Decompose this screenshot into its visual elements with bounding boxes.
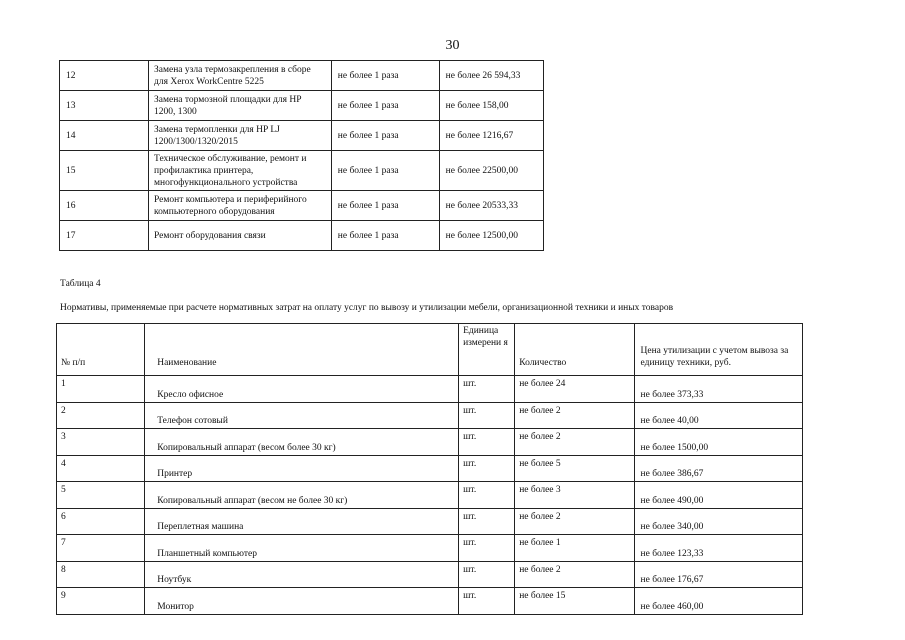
- item-price: не более 40,00: [634, 402, 802, 429]
- service-name: Замена тормозной площадки для HP 1200, 1300: [149, 91, 332, 121]
- table-row: [57, 561, 803, 588]
- header-number: № п/п: [57, 324, 145, 376]
- item-unit: шт.: [459, 535, 515, 562]
- row-number: 9: [57, 588, 145, 615]
- service-price: не более 26 594,33: [439, 61, 543, 91]
- row-number: 14: [60, 121, 149, 151]
- item-price: не более 460,00: [634, 588, 802, 615]
- table-row: [60, 151, 544, 191]
- table-row: [57, 535, 803, 562]
- item-quantity: не более 24: [515, 376, 634, 403]
- service-frequency: не более 1 раза: [331, 61, 439, 91]
- item-unit: шт.: [459, 561, 515, 588]
- service-name: Ремонт компьютера и периферийного компьютерного оборудования: [149, 191, 332, 221]
- table-row: [60, 91, 544, 121]
- item-unit: шт.: [459, 376, 515, 403]
- item-unit: шт.: [459, 508, 515, 535]
- row-number: 5: [57, 482, 145, 509]
- row-number: 17: [60, 221, 149, 251]
- service-name: Техническое обслуживание, ремонт и профилактика принтера, многофункционального устройства: [149, 151, 332, 191]
- row-number: 8: [57, 561, 145, 588]
- table-header-row: [57, 324, 803, 376]
- header-quantity: Количество: [515, 324, 634, 376]
- item-name: Копировальный аппарат (весом не более 30 кг): [145, 482, 459, 509]
- item-quantity: не более 5: [515, 455, 634, 482]
- service-price: не более 12500,00: [439, 221, 543, 251]
- table-row: [57, 455, 803, 482]
- row-number: 16: [60, 191, 149, 221]
- row-number: 7: [57, 535, 145, 562]
- service-name: Замена узла термозакрепления в сборе для Xerox WorkCentre 5225: [149, 61, 332, 91]
- service-frequency: не более 1 раза: [331, 221, 439, 251]
- service-frequency: не более 1 раза: [331, 151, 439, 191]
- item-name: Монитор: [145, 588, 459, 615]
- service-name: Ремонт оборудования связи: [149, 221, 332, 251]
- row-number: 15: [60, 151, 149, 191]
- table-row: [57, 508, 803, 535]
- service-price: не более 20533,33: [439, 191, 543, 221]
- header-name: Наименование: [145, 324, 459, 376]
- table-row: [60, 191, 544, 221]
- item-price: не более 386,67: [634, 455, 802, 482]
- item-name: Принтер: [145, 455, 459, 482]
- service-price: не более 1216,67: [439, 121, 543, 151]
- table-row: [57, 482, 803, 509]
- table-row: [57, 588, 803, 615]
- item-quantity: не более 15: [515, 588, 634, 615]
- item-name: Копировальный аппарат (весом более 30 кг): [145, 429, 459, 456]
- item-price: не более 490,00: [634, 482, 802, 509]
- item-price: не более 340,00: [634, 508, 802, 535]
- row-number: 6: [57, 508, 145, 535]
- table-row: [60, 61, 544, 91]
- item-quantity: не более 2: [515, 429, 634, 456]
- table-title: Нормативы, применяемые при расчете нормативных затрат на оплату услуг по вывозу и утилизации мебели, организационной техники и иных товаров: [60, 303, 674, 313]
- service-price: не более 158,00: [439, 91, 543, 121]
- table-label: Таблица 4: [60, 279, 101, 289]
- service-frequency: не более 1 раза: [331, 191, 439, 221]
- item-quantity: не более 2: [515, 402, 634, 429]
- item-price: не более 123,33: [634, 535, 802, 562]
- table-row: [57, 429, 803, 456]
- table-row: [57, 376, 803, 403]
- header-price: Цена утилизации с учетом вывоза за единицу техники, руб.: [634, 324, 802, 376]
- item-name: Кресло офисное: [145, 376, 459, 403]
- item-name: Ноутбук: [145, 561, 459, 588]
- item-price: не более 1500,00: [634, 429, 802, 456]
- item-name: Телефон сотовый: [145, 402, 459, 429]
- item-unit: шт.: [459, 588, 515, 615]
- continued-services-table: [59, 60, 544, 251]
- item-quantity: не более 1: [515, 535, 634, 562]
- page-number: 30: [445, 38, 460, 53]
- row-number: 13: [60, 91, 149, 121]
- disposal-norms-table: [56, 323, 803, 615]
- item-unit: шт.: [459, 455, 515, 482]
- service-name: Замена термопленки для HP LJ 1200/1300/1320/2015: [149, 121, 332, 151]
- service-frequency: не более 1 раза: [331, 91, 439, 121]
- item-unit: шт.: [459, 482, 515, 509]
- row-number: 12: [60, 61, 149, 91]
- item-quantity: не более 2: [515, 561, 634, 588]
- item-quantity: не более 3: [515, 482, 634, 509]
- item-name: Планшетный компьютер: [145, 535, 459, 562]
- table-row: [57, 402, 803, 429]
- item-price: не более 373,33: [634, 376, 802, 403]
- item-unit: шт.: [459, 402, 515, 429]
- item-quantity: не более 2: [515, 508, 634, 535]
- item-unit: шт.: [459, 429, 515, 456]
- item-price: не более 176,67: [634, 561, 802, 588]
- row-number: 4: [57, 455, 145, 482]
- service-frequency: не более 1 раза: [331, 121, 439, 151]
- row-number: 3: [57, 429, 145, 456]
- item-name: Переплетная машина: [145, 508, 459, 535]
- header-unit: Единица измерени я: [459, 324, 515, 376]
- row-number: 2: [57, 402, 145, 429]
- service-price: не более 22500,00: [439, 151, 543, 191]
- row-number: 1: [57, 376, 145, 403]
- table-row: [60, 221, 544, 251]
- table-row: [60, 121, 544, 151]
